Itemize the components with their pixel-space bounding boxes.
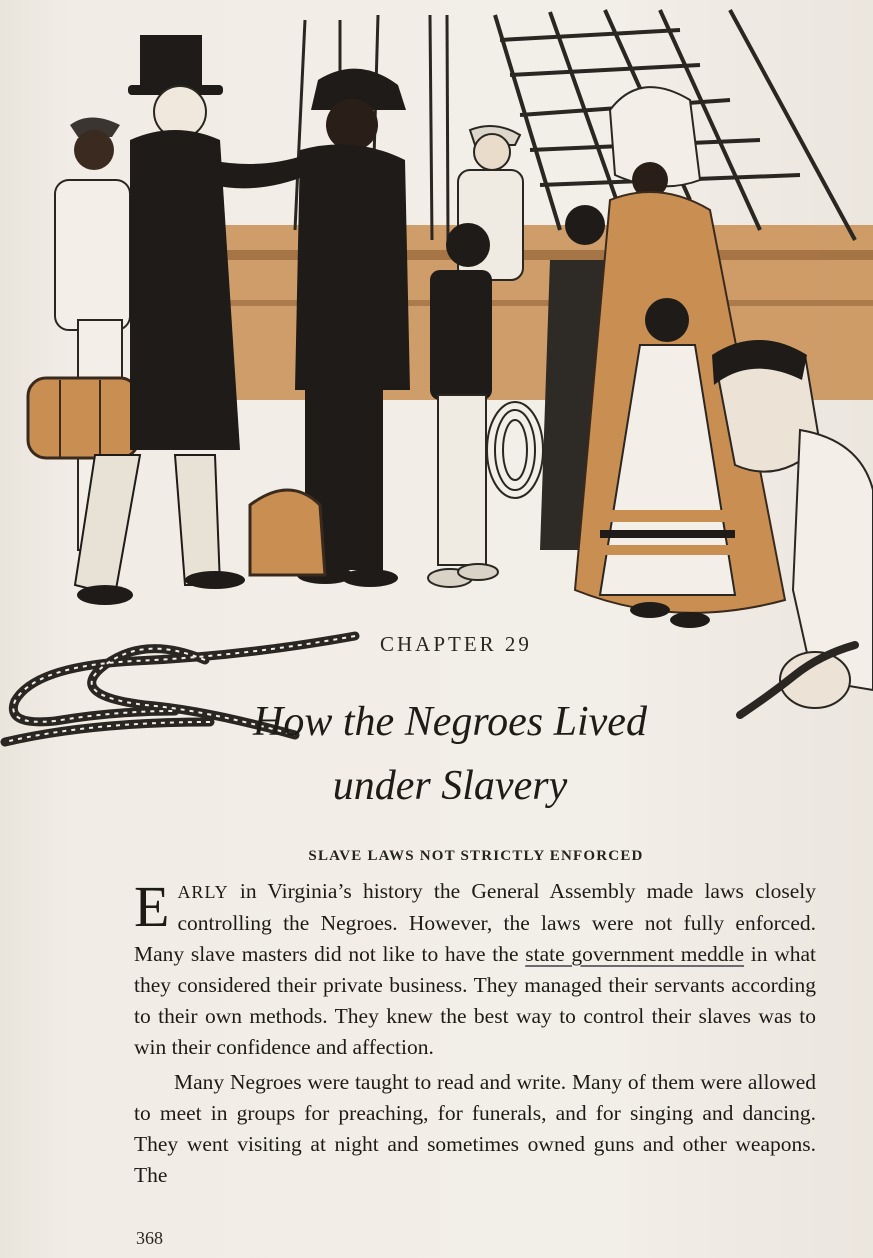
bundle-bag [28,378,138,458]
page-number: 368 [136,1228,163,1248]
figure-small-boy [428,223,498,587]
carpet-bag [250,490,325,575]
chapter-title [150,690,750,818]
chapter-title-line-2: under Slavery [332,763,568,809]
coiled-rope [487,402,543,498]
drop-cap: E [134,874,170,939]
body-text [134,876,816,1191]
paragraph-2: Many Negroes were taught to read and write. Many of them were allowed to meet in groups for preaching, for funerals, and for singing and dancing. They went visiting at night and sometimes owned guns and other weapons. The [134,1070,816,1187]
paragraph-1 [134,876,816,1063]
section-heading: SLAVE LAWS NOT STRICTLY ENFORCED [308,848,644,864]
paragraph-1-text-b: in what they considered their private business. They managed their servants according to their own methods. They knew the best way to control their slaves was to win their confidence and affection. [134,942,816,1059]
chapter-title-line-1: How the Negroes Lived [253,699,647,745]
paragraph-1-smallcaps: ARLY [177,882,229,902]
paragraph-1-text-a: in Virginia’s history the General Assembly made laws closely controlling the Negroes. However, the laws were not fully enforced. Many slave masters did not like to have the [134,879,816,966]
chapter-label: CHAPTER 29 [380,632,532,656]
underlined-phrase: state government meddle [525,942,745,966]
